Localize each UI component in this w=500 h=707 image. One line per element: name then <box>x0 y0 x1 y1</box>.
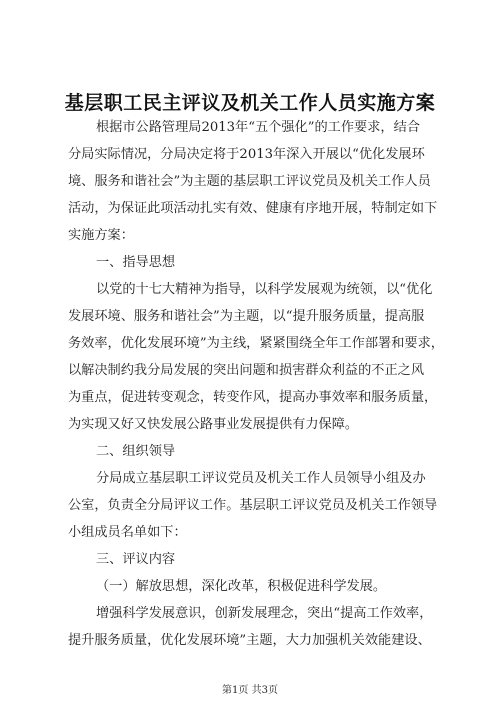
paragraph-line: 分局实际情况，分局决定将于2013年深入开展以“优化发展环 <box>68 147 425 162</box>
paragraph-line: 发展环境、服务和谐社会”为主题，以“提升服务质量，提高服 <box>68 309 425 324</box>
paragraph-line: 小组成员名单如下： <box>68 525 187 540</box>
paragraph-line: 境、服务和谐社会”为主题的基层职工评议党员及机关工作人员 <box>68 174 431 189</box>
paragraph-line: 为重点，促进转变观念，转变作风，提高办事效率和服务质量， <box>68 390 438 405</box>
paragraph-line: 公室，负责全分局评议工作。基层职工评议党员及机关工作领导 <box>68 498 438 513</box>
paragraph-line: 活动，为保证此项活动扎实有效、健康有序地开展，特制定如下 <box>68 201 438 216</box>
paragraph-line: 以解决制约我分局发展的突出问题和损害群众利益的不正之风 <box>68 363 425 378</box>
subsection-heading: （一）解放思想，深化改革，积极促进科学发展。 <box>96 579 387 594</box>
section-heading: 二、组织领导 <box>96 444 176 459</box>
paragraph-line: 为实现又好又快发展公路事业发展提供有力保障。 <box>68 417 359 432</box>
page-number: 第1页 共3页 <box>222 685 278 696</box>
paragraph-line: 实施方案： <box>68 228 134 243</box>
paragraph-line: 增强科学发展意识，创新发展理念，突出“提高工作效率， <box>96 606 433 621</box>
paragraph-line: 以党的十七大精神为指导，以科学发展观为统领，以“优化 <box>96 282 433 297</box>
paragraph-line: 根据市公路管理局2013年“五个强化”的工作要求，结合 <box>96 120 420 135</box>
section-heading: 三、评议内容 <box>96 552 176 567</box>
paragraph-line: 分局成立基层职工评议党员及机关工作人员领导小组及办 <box>96 471 426 486</box>
document-title: 基层职工民主评议及机关工作人员实施方案 <box>64 92 436 114</box>
section-heading: 一、指导思想 <box>96 255 176 270</box>
paragraph-line: 务效率，优化发展环境”为主线，紧紧围绕全年工作部署和要求， <box>68 336 444 351</box>
paragraph-line: 提升服务质量，优化发展环境”主题，大力加强机关效能建设、 <box>68 633 431 648</box>
